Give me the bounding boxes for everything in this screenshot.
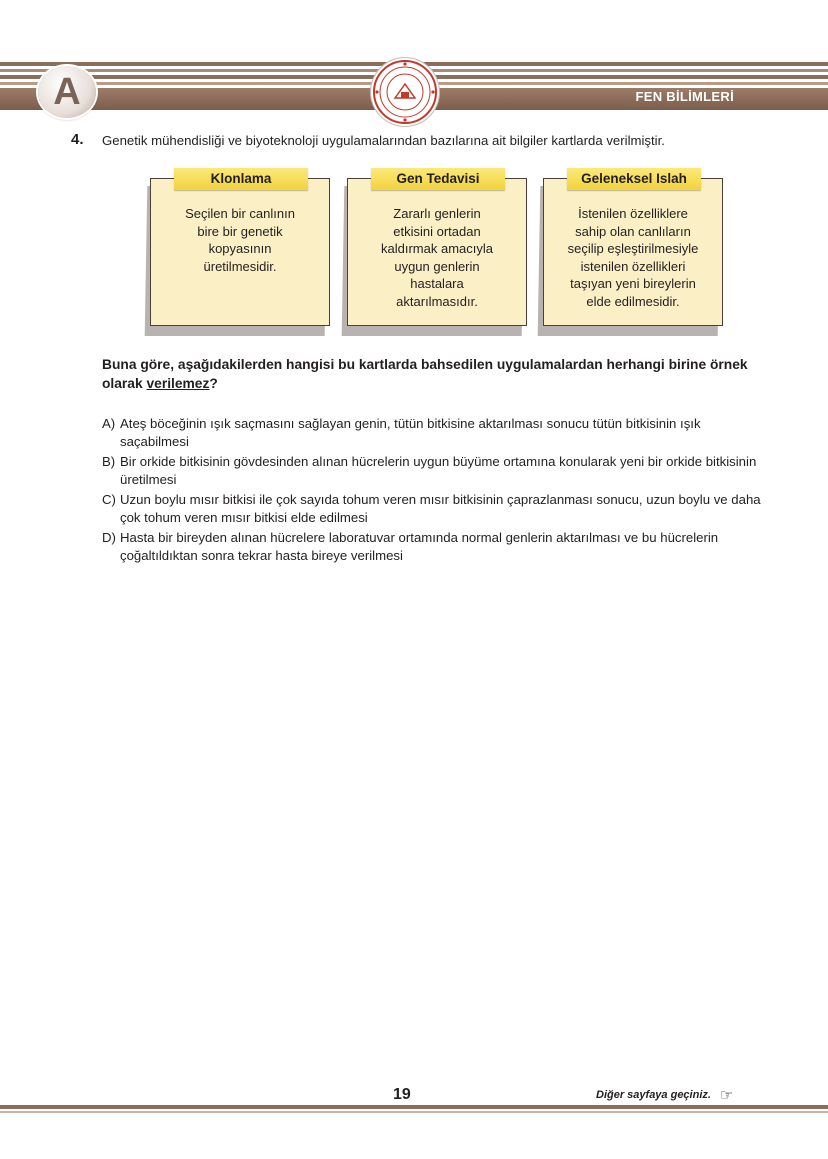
card-text bbox=[358, 205, 516, 311]
card-text bbox=[161, 205, 319, 275]
card-line: taşıyan yeni bireylerin bbox=[570, 276, 696, 292]
prompt-emphasis: verilemez bbox=[146, 376, 210, 391]
card-body bbox=[543, 178, 723, 326]
page-number: 19 bbox=[393, 1086, 411, 1103]
answer-options bbox=[102, 415, 762, 567]
card-line: hastalara bbox=[410, 276, 464, 292]
footer-rule bbox=[0, 1105, 828, 1109]
card-line: kaldırmak amacıyla bbox=[381, 241, 493, 257]
card-title: Gen Tedavisi bbox=[371, 168, 505, 190]
card-line: üretilmesidir. bbox=[203, 258, 277, 274]
question-number: 4. bbox=[71, 131, 84, 148]
card-line: bire bir genetik bbox=[197, 223, 283, 239]
ministry-logo bbox=[371, 58, 439, 126]
card-title: Klonlama bbox=[174, 168, 308, 190]
card-line: sahip olan canlıların bbox=[575, 223, 691, 239]
option-letter: D) bbox=[102, 530, 116, 545]
prompt-text: Buna göre, aşağıdakilerden hangisi bu kartlarda bahsedilen uygulamalardan herhangi birine örnek olarak bbox=[102, 357, 748, 391]
subject-title: FEN BİLİMLERİ bbox=[635, 89, 734, 104]
card-line: İstenilen özelliklere bbox=[578, 206, 688, 221]
card-line: etkisini ortadan bbox=[393, 223, 481, 239]
card-body bbox=[150, 178, 330, 326]
card-line: elde edilmesidir. bbox=[586, 293, 680, 309]
card-line: aktarılmasıdır. bbox=[396, 293, 478, 309]
next-page-note: Diğer sayfaya geçiniz. bbox=[596, 1089, 711, 1101]
booklet-type-badge: A bbox=[38, 66, 96, 118]
footer-rule bbox=[0, 1111, 828, 1113]
card-body bbox=[347, 178, 527, 326]
question-stem: Genetik mühendisliği ve biyoteknoloji uygulamalarından bazılarına ait bilgiler kartlarda verilmiştir. bbox=[102, 133, 665, 148]
card-line: kopyasının bbox=[208, 241, 272, 257]
option-text: Ateş böceğinin ışık saçmasını sağlayan genin, tütün bitkisine aktarılması sonucu tütün bitkisinin ışık saçabilmesi bbox=[120, 416, 701, 449]
card-line: Seçilen bir canlının bbox=[185, 206, 295, 221]
card-title: Geleneksel Islah bbox=[567, 168, 701, 190]
option-a[interactable] bbox=[102, 415, 762, 451]
option-b[interactable] bbox=[102, 453, 762, 489]
option-text: Uzun boylu mısır bitkisi ile çok sayıda tohum veren mısır bitkisinin çaprazlanması sonucu, uzun boylu ve daha çok tohum veren mısır bitkisi elde edilmesi bbox=[120, 492, 761, 525]
option-text: Bir orkide bitkisinin gövdesinden alınan hücrelerin uygun büyüme ortamına konularak yeni bir orkide bitkisinin üretilmesi bbox=[120, 454, 757, 487]
card-line: istenilen özellikleri bbox=[580, 258, 686, 274]
option-d[interactable] bbox=[102, 529, 762, 565]
card-line: uygun genlerin bbox=[394, 258, 480, 274]
option-letter: C) bbox=[102, 492, 116, 507]
pointing-hand-icon: ☞ bbox=[720, 1087, 734, 1104]
prompt-end: ? bbox=[209, 376, 218, 391]
card-line: seçilip eşleştirilmesiyle bbox=[567, 241, 699, 257]
option-letter: B) bbox=[102, 454, 116, 469]
option-letter: A) bbox=[102, 416, 116, 431]
option-c[interactable] bbox=[102, 491, 762, 527]
card-line: Zararlı genlerin bbox=[393, 206, 481, 221]
question-prompt bbox=[102, 355, 762, 393]
option-text: Hasta bir bireyden alınan hücrelere laboratuvar ortamında normal genlerin aktarılması ve bu hücrelerin çoğaltıldıktan sonra tekrar hasta bireye verilmesi bbox=[120, 530, 719, 563]
card-text bbox=[554, 205, 712, 311]
